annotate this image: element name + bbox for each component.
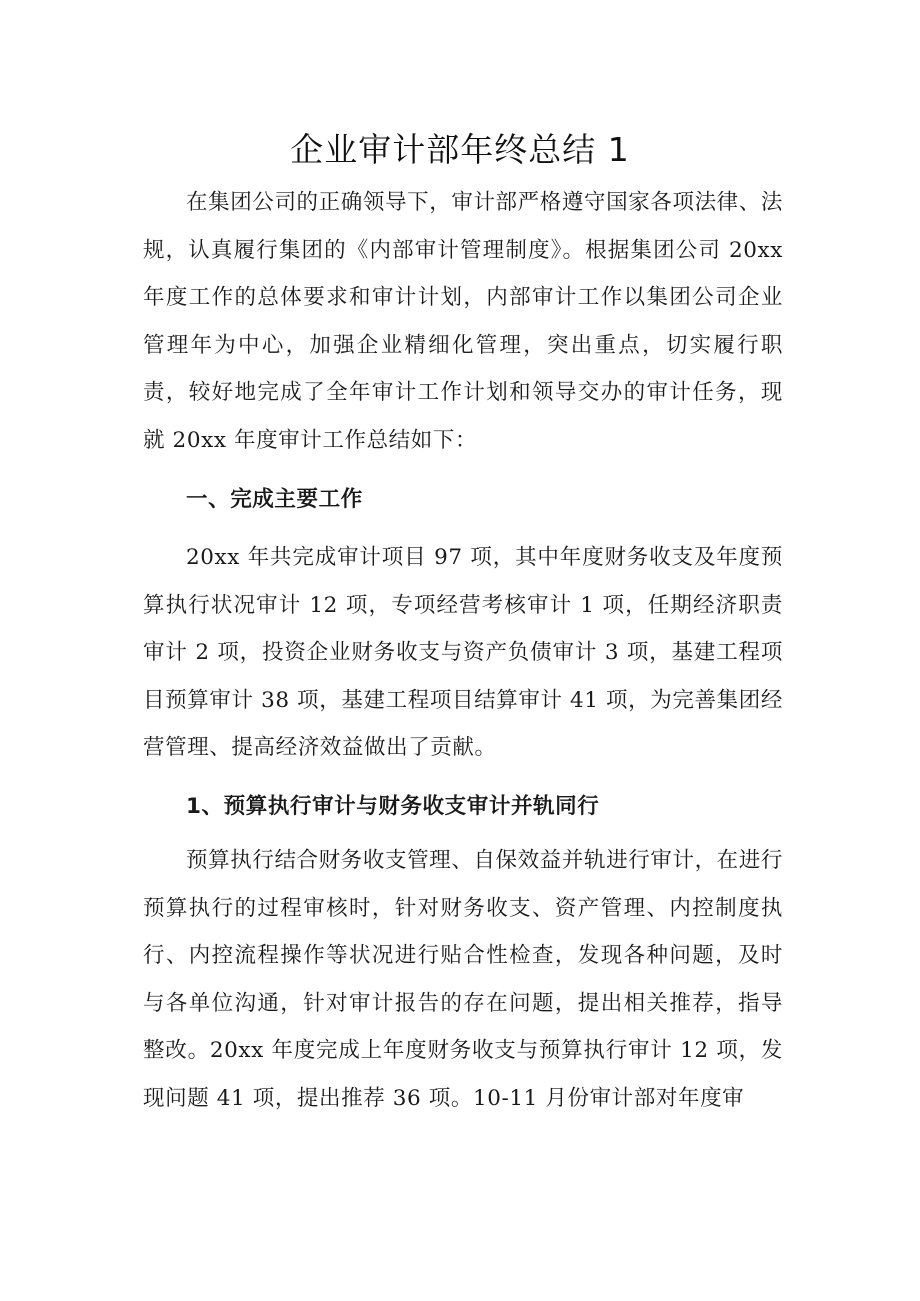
budget-audit-paragraph: 预算执行结合财务收支管理、自保效益并轨进行审计，在进行预算执行的过程审核时，针对财务收支、资产管理、内控制度执行、内控流程操作等状况进行贴合性检查，发现各种问题，及时与各单位沟通，针对审计报告的存在问题，提出相关推荐，指导整改。20xx 年度完成上年度财务收支与预算执行审计 12 项，发现问题 41 项，提出推荐 36 项。10-11 月份审计部对年度审 bbox=[143, 848, 783, 1111]
intro-paragraph: 在集团公司的正确领导下，审计部严格遵守国家各项法律、法规，认真履行集团的《内部审计管理制度》。根据集团公司 20xx 年度工作的总体要求和审计计划，内部审计工作以集团公司企业管理年为中心，加强企业精细化管理，突出重点，切实履行职责，较好地完成了全年审计工作计划和领导交办的审计任务，现就 20xx 年度审计工作总结如下： bbox=[143, 190, 783, 453]
main-work-paragraph: 20xx 年共完成审计项目 97 项，其中年度财务收支及年度预算执行状况审计 12 项，专项经营考核审计 1 项，任期经济职责审计 2 项，投资企业财务收支与资产负债审计 3 项，基建工程项目预算审计 38 项，基建工程项目结算审计 41 项，为完善集团经营管理、提高经济效益做出了贡献。 bbox=[143, 545, 783, 760]
section-heading-main-work: 一、完成主要工作 bbox=[186, 487, 363, 512]
subsection-heading-budget-audit: 1、预算执行审计与财务收支审计并轨同行 bbox=[186, 794, 600, 819]
document-title: 企业审计部年终总结 1 bbox=[290, 130, 630, 169]
